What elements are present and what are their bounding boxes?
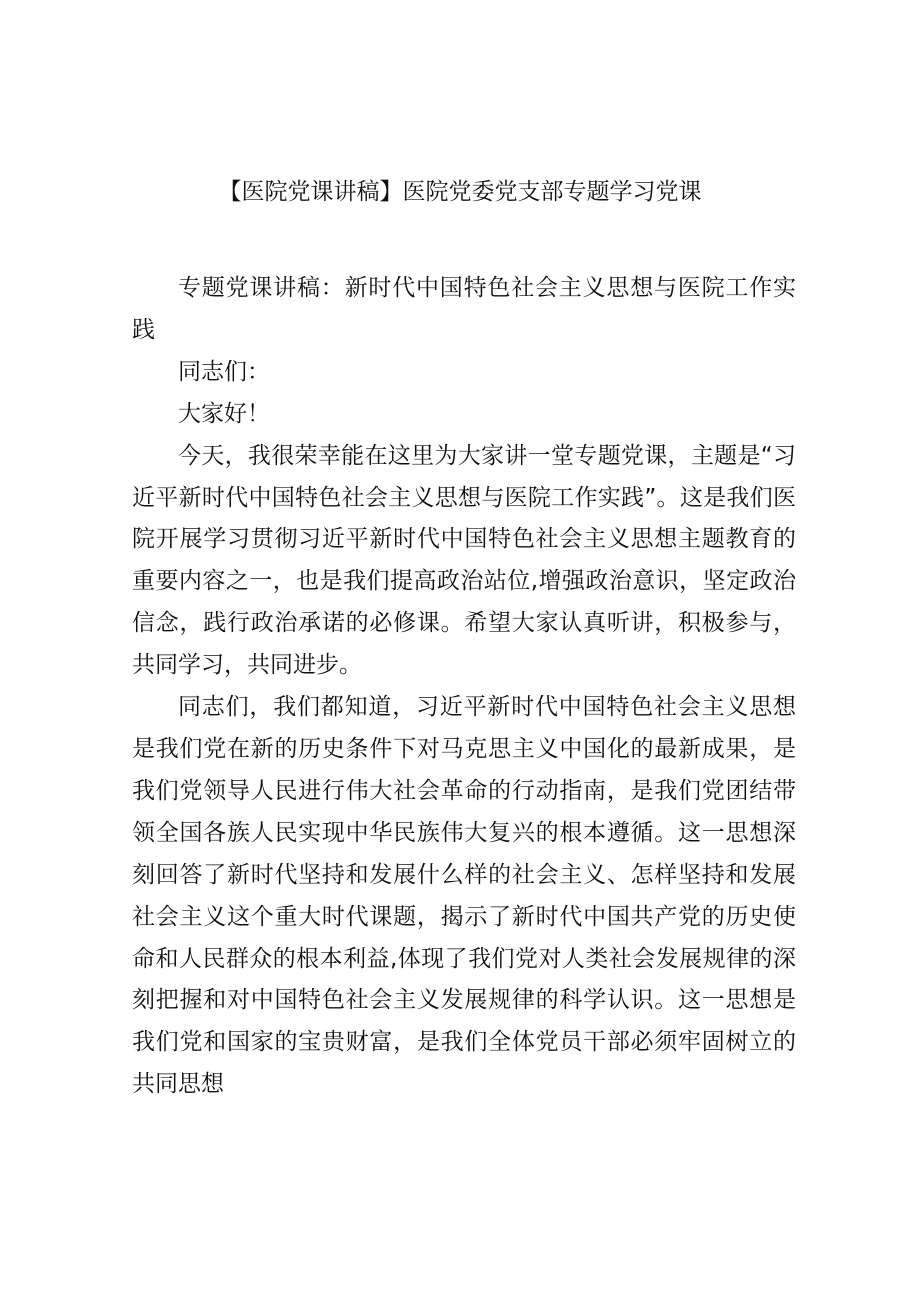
salutation-paragraph: 同志们： (178, 358, 270, 385)
document-body (132, 268, 796, 1106)
main-body-paragraph: 同志们，我们都知道，习近平新时代中国特色社会主义思想是我们党在新的历史条件下对马克思主义中国化的最新成果，是我们党领导人民进行伟大社会革命的行动指南，是我们党团结带领全国各族人民实现中华民族伟大复兴的根本遵循。这一思想深刻回答了新时代坚持和发展什么样的社会主义、怎样坚持和发展社会主义这个重大时代课题，揭示了新时代中国共产党的历史使命和人民群众的根本利益,体现了我们党对人类社会发展规律的深刻把握和对中国特色社会主义发展规律的科学认识。这一思想是我们党和国家的宝贵财富，是我们全体党员干部必须牢固树立的共同思想 (132, 694, 796, 1098)
greeting-paragraph: 大家好！ (178, 400, 270, 427)
document-title: 【医院党课讲稿】医院党委党支部专题学习党课 (218, 179, 702, 205)
lecture-topic-paragraph: 专题党课讲稿：新时代中国特色社会主义思想与医院工作实践 (132, 275, 796, 343)
introduction-paragraph: 今天，我很荣幸能在这里为大家讲一堂专题党课，主题是“习近平新时代中国特色社会主义思想与医院工作实践”。这是我们医院开展学习贯彻习近平新时代中国特色社会主义思想主题教育的重要内容之一，也是我们提高政治站位,增强政治意识，坚定政治信念，践行政治承诺的必修课。希望大家认真听讲，积极参与，共同学习，共同进步。 (132, 442, 796, 679)
